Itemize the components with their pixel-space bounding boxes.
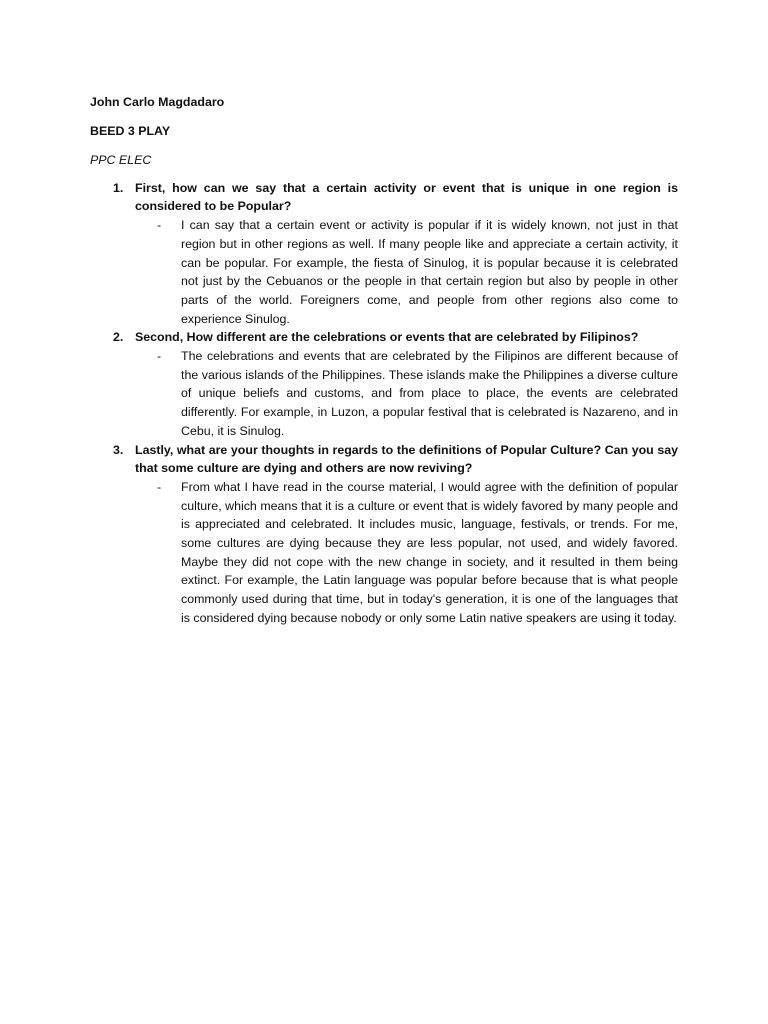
question-item-1 — [90, 179, 678, 329]
subject-name: PPC ELEC — [90, 153, 152, 167]
answer-bullet: - — [157, 218, 162, 233]
course-name: BEED 3 PLAY — [90, 124, 171, 138]
answer-bullet: - — [157, 349, 162, 364]
question-text: Lastly, what are your thoughts in regards to the definitions of Popular Culture? Can you say that some culture are dying and others are now reviving? — [135, 442, 678, 476]
question-item-2 — [90, 328, 678, 440]
author-name: John Carlo Magdadaro — [90, 95, 225, 109]
question-text: Second, How different are the celebrations or events that are celebrated by Filipinos? — [135, 330, 639, 345]
answer-text: I can say that a certain event or activity is popular if it is widely known, not just in that region but in other regions as well. If many people like and appreciate a certain activity, it can be popular. For example, the fiesta of Sinulog, it is popular because it is celebrated not just by the Cebuanos or the people in that certain region but also by people in other parts of the world. Foreigners come, and people from other regions also come to experience Sinulog. — [181, 218, 678, 326]
question-text: First, how can we say that a certain activity or event that is unique in one region is considered to be Popular? — [135, 180, 678, 214]
question-number: 1. — [113, 180, 124, 195]
answer-bullet: - — [157, 479, 162, 494]
answer-item — [135, 347, 678, 441]
answer-item — [135, 478, 678, 628]
answer-text: From what I have read in the course material, I would agree with the definition of popular culture, which means that it is a culture or event that is widely favored by many people and is appreciated and celebrated. It includes music, language, festivals, or trends. For me, some cultures are dying because they are less popular, not used, and widely favored. Maybe they did not cope with the new change in society, and it resulted in them being extinct. For example, the Latin language was popular before because that is what people commonly used during that time, but in today's generation, it is one of the languages that is considered dying because nobody or only some Latin native speakers are using it today. — [181, 479, 678, 625]
question-number: 2. — [113, 330, 124, 345]
document-body — [90, 93, 678, 628]
question-item-3 — [90, 441, 678, 628]
question-list — [90, 179, 678, 628]
question-number: 3. — [113, 442, 124, 457]
answer-item — [135, 216, 678, 328]
answer-text: The celebrations and events that are celebrated by the Filipinos are different because of the various islands of the Philippines. These islands make the Philippines a diverse culture of unique beliefs and customs, and from place to place, the events are celebrated differently. For example, in Luzon, a popular festival that is celebrated is Nazareno, and in Cebu, it is Sinulog. — [181, 349, 678, 438]
